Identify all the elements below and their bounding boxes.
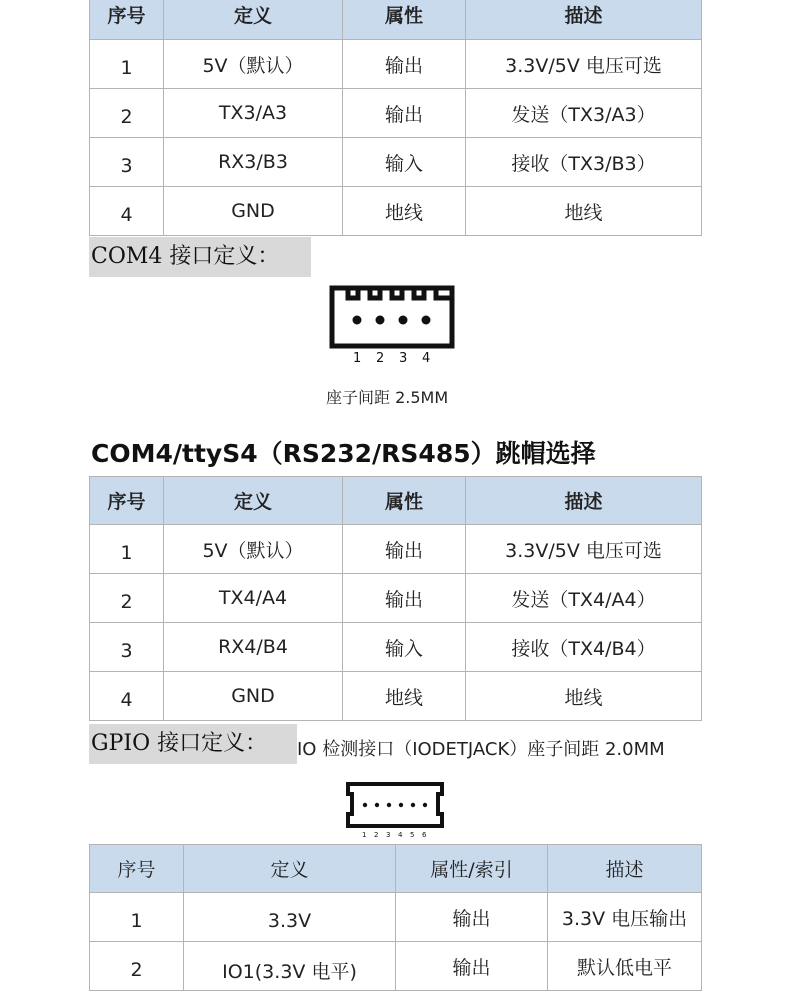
gpio-pin-table <box>89 844 702 991</box>
table-cell: 地线 <box>466 187 702 236</box>
table-cell: 地线 <box>343 187 466 236</box>
table-row <box>90 574 702 623</box>
table-row <box>90 187 702 236</box>
header-cell: 序号 <box>90 0 164 40</box>
table-cell: 2 <box>90 942 184 991</box>
table-cell: 发送（TX4/A4） <box>466 574 702 623</box>
table-cell: 1 <box>90 40 164 89</box>
table-header-row <box>90 0 702 40</box>
pin-number: 3 <box>399 351 408 366</box>
table-header-row <box>90 845 702 893</box>
header-cell: 描述 <box>466 477 702 525</box>
pin-number: 4 <box>398 831 403 839</box>
table-row <box>90 40 702 89</box>
pin-number: 1 <box>353 351 362 366</box>
table-cell: 2 <box>90 89 164 138</box>
connector-4pin-icon <box>326 284 458 368</box>
pin-number: 5 <box>410 831 415 839</box>
table-cell: 1 <box>90 525 164 574</box>
connector-pitch-caption: 座子间距 2.5MM <box>326 388 449 407</box>
table-cell: 3 <box>90 138 164 187</box>
header-cell: 序号 <box>90 845 184 893</box>
table-row <box>90 942 702 991</box>
jumper-section-heading: COM4/ttyS4（RS232/RS485）跳帽选择 <box>91 439 596 468</box>
pin-number: 1 <box>362 831 367 839</box>
table-cell: 输入 <box>343 138 466 187</box>
pin-number: 2 <box>374 831 379 839</box>
header-cell: 属性 <box>343 477 466 525</box>
connector-6pin-icon <box>342 780 448 840</box>
table-cell: 3 <box>90 623 164 672</box>
table-cell: TX3/A3 <box>164 89 343 138</box>
uart4-pin-table <box>89 476 702 721</box>
header-cell: 定义 <box>184 845 396 893</box>
table-cell: RX4/B4 <box>164 623 343 672</box>
table-row <box>90 138 702 187</box>
table-cell: 5V（默认） <box>164 40 343 89</box>
table-cell: 输出 <box>343 89 466 138</box>
header-cell: 描述 <box>548 845 702 893</box>
pin-number: 2 <box>376 351 385 366</box>
table-cell: 3.3V 电压输出 <box>548 893 702 942</box>
header-cell: 属性 <box>343 0 466 40</box>
table-cell: RX3/B3 <box>164 138 343 187</box>
table-row <box>90 525 702 574</box>
pin-number: 3 <box>386 831 391 839</box>
table-row <box>90 623 702 672</box>
header-cell: 属性/索引 <box>396 845 548 893</box>
header-cell: 定义 <box>164 0 343 40</box>
pin-number: 4 <box>422 351 431 366</box>
header-cell: 序号 <box>90 477 164 525</box>
gpio-section-label: GPIO 接口定义： <box>89 724 297 764</box>
table-cell: 2 <box>90 574 164 623</box>
table-cell: 3.3V/5V 电压可选 <box>466 525 702 574</box>
table-cell: TX4/A4 <box>164 574 343 623</box>
table-cell: 3.3V <box>184 893 396 942</box>
table-row <box>90 672 702 721</box>
table-cell: 输入 <box>343 623 466 672</box>
table-cell: 默认低电平 <box>548 942 702 991</box>
table-cell: GND <box>164 672 343 721</box>
table-cell: 输出 <box>343 574 466 623</box>
table-row <box>90 893 702 942</box>
uart3-pin-table <box>89 0 702 236</box>
com4-section-label: COM4 接口定义： <box>89 237 311 277</box>
table-cell: 接收（TX4/B4） <box>466 623 702 672</box>
header-cell: 描述 <box>466 0 702 40</box>
table-cell: 5V（默认） <box>164 525 343 574</box>
table-cell: 3.3V/5V 电压可选 <box>466 40 702 89</box>
table-cell: 输出 <box>343 40 466 89</box>
table-cell: 发送（TX3/A3） <box>466 89 702 138</box>
table-cell: 1 <box>90 893 184 942</box>
table-cell: 4 <box>90 187 164 236</box>
table-cell: 地线 <box>343 672 466 721</box>
table-cell: 接收（TX3/B3） <box>466 138 702 187</box>
table-cell: GND <box>164 187 343 236</box>
table-header-row <box>90 477 702 525</box>
table-cell: 4 <box>90 672 164 721</box>
header-cell: 定义 <box>164 477 343 525</box>
table-cell: 输出 <box>396 893 548 942</box>
gpio-connector-note: IO 检测接口（IODETJACK）座子间距 2.0MM <box>297 739 665 760</box>
pin-number: 6 <box>422 831 427 839</box>
table-row <box>90 89 702 138</box>
table-cell: 地线 <box>466 672 702 721</box>
table-cell: IO1(3.3V 电平) <box>184 942 396 991</box>
table-cell: 输出 <box>343 525 466 574</box>
table-cell: 输出 <box>396 942 548 991</box>
